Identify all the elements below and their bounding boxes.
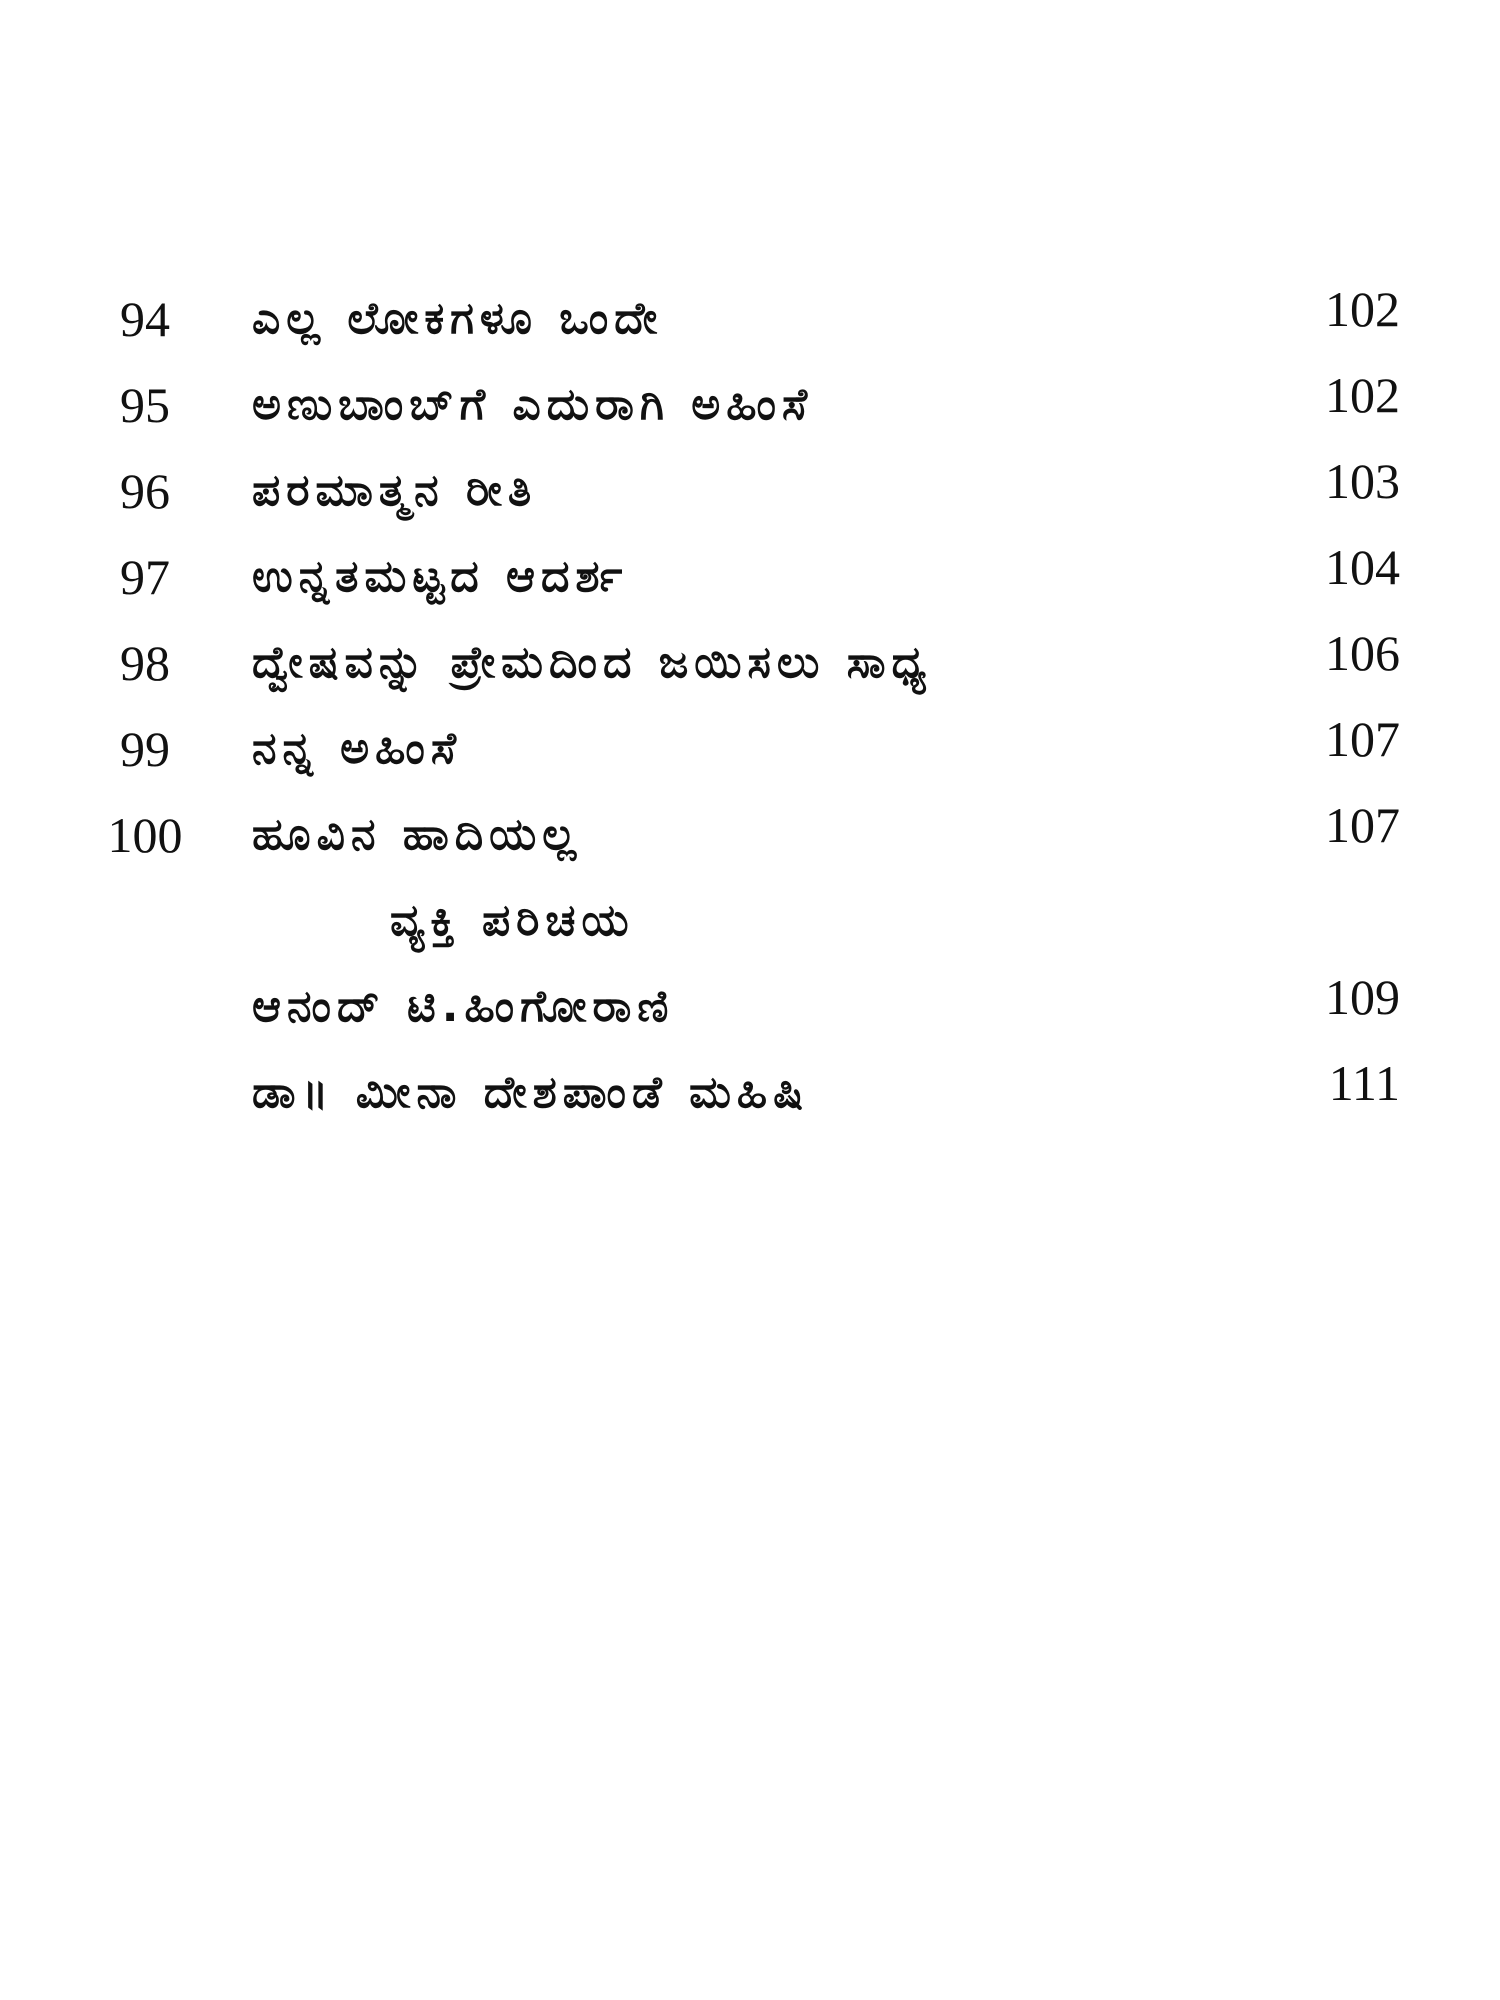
chapter-title: ಎಲ್ಲ ಲೋಕಗಳೂ ಒಂದೇ: [252, 293, 664, 344]
page-number: 107: [1325, 711, 1400, 767]
page-number: 104: [1325, 539, 1400, 595]
toc-row: [0, 362, 1500, 448]
profile-title: ಆನಂದ್ ಟಿ.ಹಿಂಗೋರಾಣಿ: [252, 981, 675, 1032]
chapter-title: ಅಣುಬಾಂಬ್‌ಗೆ ಎದುರಾಗಿ ಅಹಿಂಸೆ: [252, 379, 814, 430]
toc-row: [0, 534, 1500, 620]
page-number: 103: [1325, 453, 1400, 509]
toc-row: [0, 620, 1500, 706]
page-number: 107: [1325, 797, 1400, 853]
page-number: 102: [1325, 281, 1400, 337]
chapter-number: 99: [120, 721, 170, 777]
toc-row: [0, 964, 1500, 1050]
chapter-title: ಪರಮಾತ್ಮನ ರೀತಿ: [252, 465, 538, 516]
chapter-number: 94: [120, 291, 170, 347]
toc-row: [0, 276, 1500, 362]
toc-row: [0, 792, 1500, 878]
chapter-title: ದ್ವೇಷವನ್ನು ಪ್ರೇಮದಿಂದ ಜಯಿಸಲು ಸಾಧ್ಯ: [252, 637, 933, 688]
page-number: 111: [1328, 1055, 1400, 1111]
chapter-title: ನನ್ನ ಅಹಿಂಸೆ: [252, 723, 463, 774]
profile-title: ಡಾ॥ ಮೀನಾ ದೇಶಪಾಂಡೆ ಮಹಿಷಿ: [252, 1067, 810, 1118]
section-heading: ವ್ಯಕ್ತಿ ಪರಿಚಯ: [390, 895, 635, 946]
section-heading-row: [0, 878, 1500, 964]
page-number: 106: [1325, 625, 1400, 681]
chapter-number: 95: [120, 377, 170, 433]
chapter-title: ಉನ್ನತಮಟ್ಟದ ಆದರ್ಶ: [252, 551, 629, 602]
page-number: 102: [1325, 367, 1400, 423]
chapter-title: ಹೂವಿನ ಹಾದಿಯಲ್ಲ: [252, 809, 583, 860]
chapter-number: 100: [107, 807, 183, 863]
page-number: 109: [1325, 969, 1400, 1025]
toc-row: [0, 448, 1500, 534]
toc-row: [0, 706, 1500, 792]
toc-row: [0, 1050, 1500, 1136]
chapter-number: 97: [120, 549, 170, 605]
chapter-number: 96: [120, 463, 170, 519]
chapter-number: 98: [120, 635, 170, 691]
